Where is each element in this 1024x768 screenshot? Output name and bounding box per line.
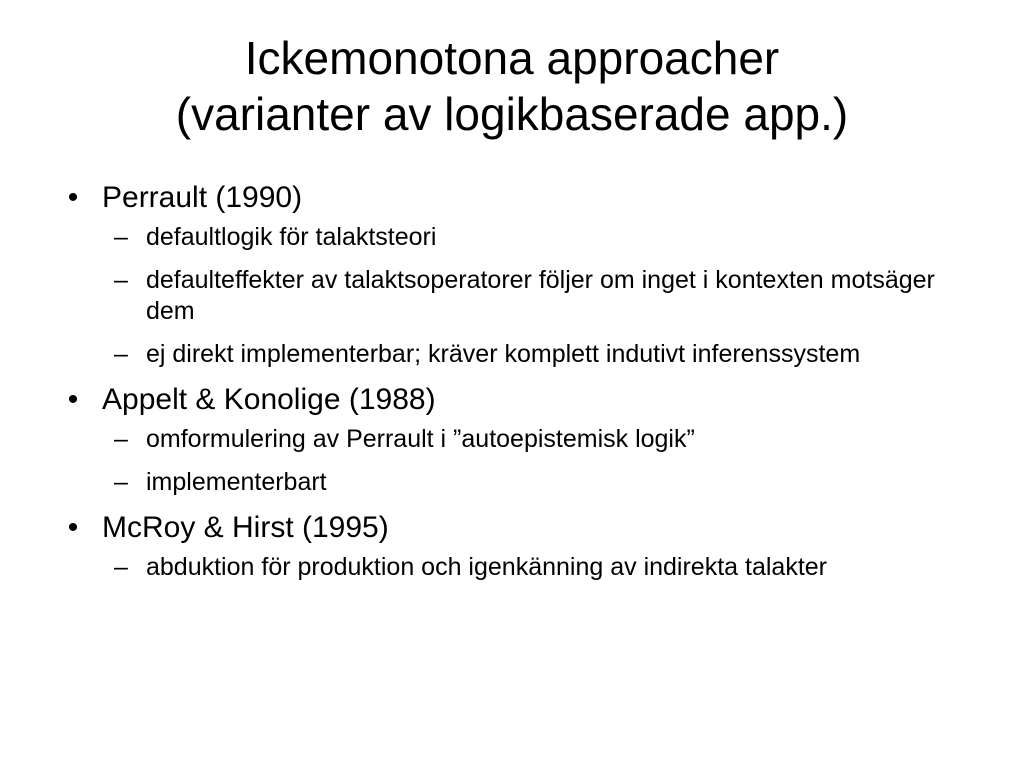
bullet-perrault <box>58 180 978 216</box>
sub-marker: – <box>114 425 128 453</box>
sub-item <box>58 552 978 583</box>
sub-list <box>58 552 978 583</box>
sub-list <box>58 424 978 498</box>
slide-content <box>58 180 978 595</box>
sub-item-text: ej direkt implementerbar; kräver komplett indutivt inferenssystem <box>146 340 861 368</box>
title-line-1: Ickemonotona approacher <box>244 32 780 84</box>
sub-item-text: abduktion för produktion och igenkänning av indirekta talakter <box>146 553 827 581</box>
sub-item <box>58 265 978 327</box>
sub-item <box>58 467 978 498</box>
bullet-appelt-konolige <box>58 382 978 418</box>
sub-marker: – <box>114 553 128 581</box>
sub-marker: – <box>114 266 128 294</box>
title-line-2: (varianter av logikbaserade app.) <box>175 88 849 140</box>
sub-item-text: implementerbart <box>146 468 327 496</box>
sub-list <box>58 222 978 370</box>
bullet-marker: • <box>67 181 79 214</box>
sub-marker: – <box>114 340 128 368</box>
bullet-marker: • <box>67 511 79 544</box>
sub-item-text: omformulering av Perrault i ”autoepistemisk logik” <box>146 425 695 453</box>
bullet-label: Perrault (1990) <box>102 181 303 214</box>
sub-item <box>58 222 978 253</box>
sub-item <box>58 424 978 455</box>
sub-item <box>58 339 978 370</box>
sub-item-text: defaulteffekter av talaktsoperatorer följer om inget i kontexten motsäger dem <box>146 266 935 325</box>
slide-title <box>0 30 1024 142</box>
bullet-label: McRoy & Hirst (1995) <box>102 511 389 544</box>
bullet-marker: • <box>67 383 79 416</box>
bullet-label: Appelt & Konolige (1988) <box>102 383 436 416</box>
bullet-mcroy-hirst <box>58 510 978 546</box>
sub-item-text: defaultlogik för talaktsteori <box>146 223 437 251</box>
sub-marker: – <box>114 468 128 496</box>
sub-marker: – <box>114 223 128 251</box>
